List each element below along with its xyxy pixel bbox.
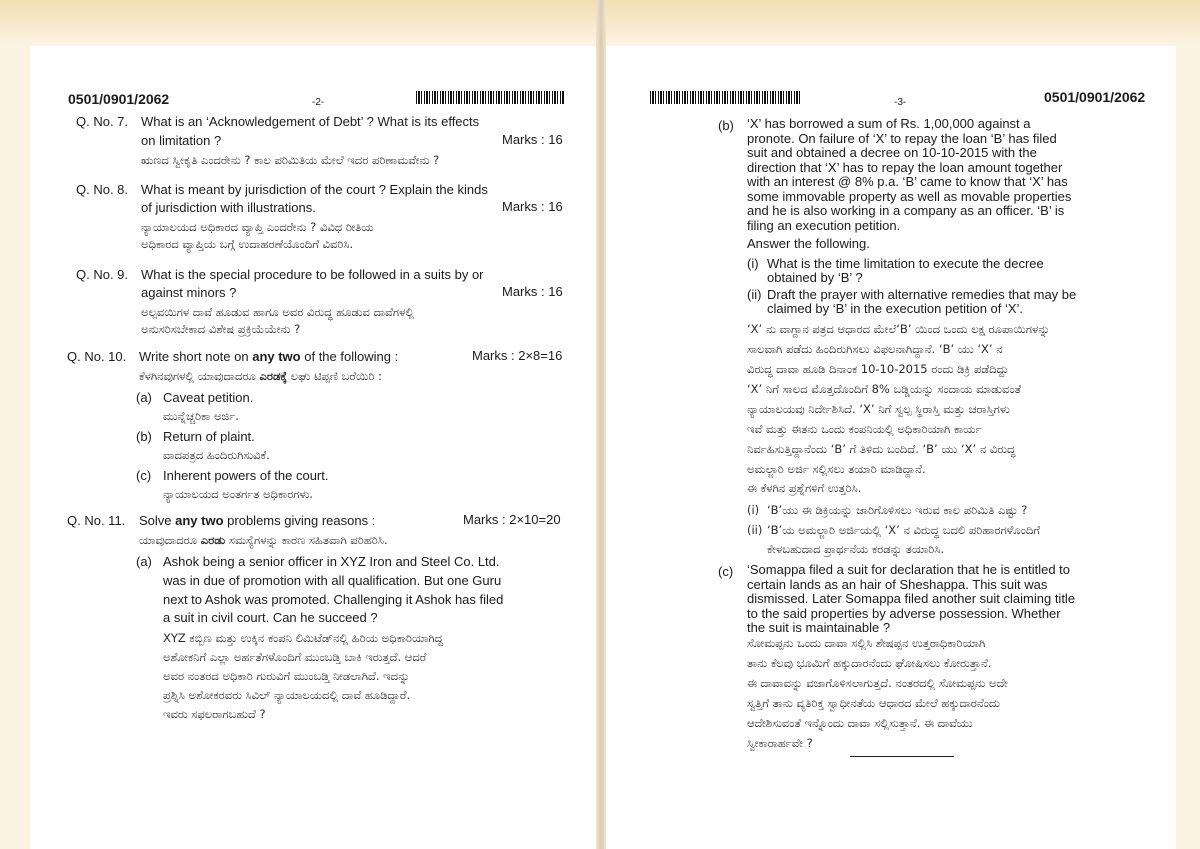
page-number: -2- (312, 97, 325, 108)
question-text: on limitation ? (141, 133, 222, 148)
problem-text: was in due of promotion with all qualification. But one Guru (163, 573, 502, 588)
question-text: What is an ‘Acknowledgement of Debt’ ? What is its effects (141, 114, 480, 129)
question-kannada: ಋಣದ ಸ್ವೀಕೃತಿ ಎಂದರೇನು ? ಕಾಲ ಪರಿಮಿತಿಯ ಮೇಲೆ ಇದರ ಪರಿಣಾಮವೇನು ? (141, 153, 440, 167)
problem-kannada: ಈ ದಾವಾವನ್ನು ವಜಾಗೊಳಿಸಲಾಗುತ್ತದೆ. ನಂತರದಲ್ಲಿ ಸೋಮಪ್ಪನು ಅದೇ (747, 676, 1008, 690)
problem-text: a suit in civil court. Can he succeed ? (163, 610, 378, 625)
right-page (606, 46, 1176, 849)
question-kannada: ಅನುಸರಿಸಬೇಕಾದ ವಿಶೇಷ ಪ್ರಕ್ರಿಯೆಯೇನು ? (141, 322, 301, 336)
question-text: against minors ? (141, 285, 237, 300)
question-text: What is meant by jurisdiction of the court ? Explain the kinds (141, 182, 488, 197)
item-kannada: ವಾದಪತ್ರದ ಹಿಂದಿರುಗಿಸುವಿಕೆ. (163, 448, 270, 462)
question-kannada: ಕೆಳಗಿನವುಗಳಲ್ಲಿ ಯಾವುದಾದರೂ ಎರಡಕ್ಕೆ ಲಘು ಟಿಪ್ಪಣಿ ಬರೆಯಿರಿ : (139, 369, 382, 383)
problem-kannada: ‘X’ ನಿಗೆ ಸಾಲದ ಮೊತ್ತದೊಂದಿಗೆ 8% ಬಡ್ಡಿಯನ್ನು ಸಂದಾಯ ಮಾಡುವಂತೆ (747, 382, 1022, 396)
problem-kannada: XYZ ಕಬ್ಬಿಣ ಮತ್ತು ಉಕ್ಕಿನ ಕಂಪನಿ ಲಿಮಿಟೆಡ್‌ನಲ್ಲಿ ಹಿರಿಯ ಅಧಿಕಾರಿಯಾಗಿದ್ದ (163, 631, 444, 645)
sub-label: (i) (747, 256, 759, 271)
problem-kannada: ತಾನು ಕೆಲವು ಭೂಮಿಗೆ ಹಕ್ಕುದಾರನೆಂದು ಘೋಷಿಸಲು ಕೋರುತ್ತಾನೆ. (747, 656, 992, 670)
item-kannada: ಮುನ್ನೆಚ್ಚರಿಕಾ ಅರ್ಜಿ. (163, 409, 239, 423)
item-text: Inherent powers of the court. (163, 468, 329, 483)
page-number: -3- (894, 97, 907, 108)
item-label: (a) (136, 390, 152, 405)
item-label: (c) (136, 468, 152, 483)
question-number: Q. No. 10. (67, 349, 127, 364)
problem-text: Ashok being a senior officer in XYZ Iron and Steel Co. Ltd. (163, 554, 500, 569)
problem-kannada: ಅವರ ನಂತರದ ಅಧಿಕಾರಿ ಗುರುವಿಗೆ ಮುಂಬಡ್ತಿ ನೀಡಲಾಗಿದೆ. ಇದನ್ನು (163, 669, 410, 683)
marks: Marks : 16 (502, 132, 563, 147)
item-label: (b) (136, 429, 152, 444)
sub-label: (ii) (747, 287, 762, 302)
problem-kannada: ಇವೆ ಮತ್ತು ಈತನು ಒಂದು ಕಂಪನಿಯಲ್ಲಿ ಅಧಿಕಾರಿಯಾಗಿ ಕಾರ್ಯ (747, 422, 982, 436)
paper-code: 0501/0901/2062 (68, 91, 170, 107)
problem-kannada: ನ್ಯಾಯಾಲಯವು ನಿರ್ದೇಶಿಸಿದೆ. ‘X’ ನಿಗೆ ಸ್ವಲ್ಪ ಸ್ಥಿರಾಸ್ತಿ ಮತ್ತು ಚರಾಸ್ತಿಗಳು (747, 402, 1010, 416)
problem-text: ‘X’ has borrowed a sum of Rs. 1,00,000 against a pronote. On failure of ‘X’ to repay the loan ‘B’ has filed suit and obtained a decree on 10-10-2015 with the direction that ‘X’ has to repay the loan amount together with an interest @ 8% p.a. ‘B’ came to know that ‘X’ has some immovable property as well as movable properties and he is also working in a company as an officer. ‘B’ is filing an execution petition. (747, 116, 1072, 233)
sub-question-kannada: ಕೇಳಬಹುದಾದ ಪ್ರಾರ್ಥನೆಯ ಕರಡನ್ನು ತಯಾರಿಸಿ. (767, 542, 945, 556)
question-number: Q. No. 9. (76, 267, 129, 282)
barcode (650, 91, 800, 104)
item-text: Caveat petition. (163, 390, 254, 405)
sub-question: What is the time limitation to execute the decree (767, 256, 1044, 271)
sub-label: (ii) (747, 523, 763, 537)
instruction: Answer the following. (747, 236, 870, 251)
problem-text: ‘Somappa filed a suit for declaration that he is entitled to certain lands as an hair of Sheshappa. This suit was dismissed. Later Somappa filed another suit claiming title to the said properties by adverse possession. Whether the suit is maintainable ? (747, 562, 1076, 635)
question-text: What is the special procedure to be followed in a suits by or (141, 267, 484, 282)
sub-question: claimed by ‘B’ in the execution petition of ‘X’. (767, 301, 1024, 316)
sub-question: Draft the prayer with alternative remedies that may be (767, 287, 1077, 302)
problem-kannada: ಇವರು ಸಫಲರಾಗಬಹುದೆ ? (163, 707, 266, 721)
end-line (850, 756, 954, 757)
barcode (416, 91, 564, 104)
question-number: Q. No. 8. (76, 182, 129, 197)
marks: Marks : 16 (502, 284, 563, 299)
question-number: Q. No. 11. (67, 513, 126, 528)
question-text: Write short note on any two of the following : (139, 349, 399, 364)
left-page (30, 46, 596, 849)
marks: Marks : 2×10=20 (463, 512, 561, 527)
problem-kannada: ಸೋಮಪ್ಪನು ಒಂದು ದಾವಾ ಸಲ್ಲಿಸಿ ಶೇಷಪ್ಪನ ಉತ್ತರಾಧಿಕಾರಿಯಾಗಿ (747, 636, 986, 650)
question-number: Q. No. 7. (76, 114, 129, 129)
question-kannada: ಅಲ್ಪವಯಿಗಳ ದಾವೆ ಹೂಡುವ ಹಾಗೂ ಅವರ ವಿರುದ್ಧ ಹೂಡುವ ದಾವೆಗಳಲ್ಲಿ (141, 305, 415, 319)
problem-kannada: ‘X’ ನು ವಾಗ್ದಾನ ಪತ್ರದ ಆಧಾರದ ಮೇಲೆ‘B’ ಯಿಂದ ಒಂದು ಲಕ್ಷ ರೂಪಾಯಿಗಳನ್ನು (747, 322, 1050, 336)
sub-question-kannada: ‘B’ಯ ಅಮಲ್ಜಾರಿ ಅರ್ಜಿಯಲ್ಲಿ ‘X’ ನ ವಿರುದ್ಧ ಬದಲಿ ಪರಿಹಾರಗಳೊಂದಿಗೆ (767, 523, 1040, 537)
item-kannada: ನ್ಯಾಯಾಲಯದ ಅಂತರ್ಗತ ಅಧಿಕಾರಗಳು. (163, 487, 314, 501)
sub-question-kannada: ‘B’ಯು ಈ ಡಿಕ್ರಿಯನ್ನು ಜಾರಿಗೊಳಿಸಲು ಇರುವ ಕಾಲ ಪರಿಮಿತಿ ಎಷ್ಟು ? (767, 503, 1028, 517)
question-text: Solve any two problems giving reasons : (139, 513, 376, 528)
instruction-kannada: ಈ ಕೆಳಗಿನ ಪ್ರಶ್ನೆಗಳಿಗೆ ಉತ್ತರಿಸಿ. (747, 481, 862, 495)
sub-label: (i) (747, 503, 760, 517)
problem-kannada: ವಿರುದ್ಧ ದಾವಾ ಹೂಡಿ ದಿನಾಂಕ 10-10-2015 ರಂದು ಡಿಕ್ರಿ ಪಡೆದಿದ್ದು (747, 362, 1009, 376)
question-kannada: ಯಾವುದಾದರೂ ಎರಡು ಸಮಸ್ಯೆಗಳನ್ನು ಕಾರಣ ಸಹಿತವಾಗಿ ಪರಿಹರಿಸಿ. (139, 533, 388, 547)
problem-kannada: ಸಾಲವಾಗಿ ಪಡೆದು ಹಿಂದಿರುಗಿಸಲು ವಿಫಲನಾಗಿದ್ದಾನೆ. ‘B’ ಯು ‘X’ ನ (747, 342, 1003, 356)
item-label: (b) (718, 118, 734, 133)
problem-kannada: ಸ್ವೀಕಾರಾರ್ಹವೇ ? (747, 736, 813, 750)
item-text: Return of plaint. (163, 429, 255, 444)
marks: Marks : 16 (502, 199, 563, 214)
problem-kannada: ನಿರ್ವಹಿಸುತ್ತಿದ್ದಾನೆಂದು ‘B’ ಗೆ ತಿಳಿದು ಬಂದಿದೆ. ‘B’ ಯು ‘X’ ನ ವಿರುದ್ಧ (747, 442, 1016, 456)
sub-question: obtained by ‘B’ ? (767, 270, 863, 285)
problem-kannada: ಅಮಲ್ಜಾರಿ ಅರ್ಜಿ ಸಲ್ಲಿಸಲು ತಯಾರಿ ಮಾಡಿದ್ದಾನೆ. (747, 462, 926, 476)
question-kannada: ನ್ಯಾಯಾಲಯದ ಅಧಿಕಾರದ ವ್ಯಾಪ್ತಿ ಎಂದರೇನು ? ವಿವಿಧ ರೀತಿಯ (141, 220, 374, 234)
problem-kannada: ಪ್ರಶ್ನಿಸಿ ಅಶೋಕರವರು ಸಿವಿಲ್ ನ್ಯಾಯಾಲಯದಲ್ಲಿ ದಾವೆ ಹೂಡಿದ್ದಾರೆ. (163, 688, 411, 702)
problem-text: next to Ashok was promoted. Challenging it Ashok has filed (163, 592, 504, 607)
marks: Marks : 2×8=16 (472, 348, 563, 363)
problem-kannada: ಸ್ವತ್ತಿಗೆ ತಾನು ವ್ಯತಿರಿಕ್ತ ಸ್ವಾಧೀನತೆಯ ಆಧಾರದ ಮೇಲೆ ಹಕ್ಕುದಾರನೆಂದು (747, 696, 1000, 710)
problem-kannada: ಆದೇಶಿಸುವಂತೆ ಇನ್ನೊಂದು ದಾವಾ ಸಲ್ಲಿಸುತ್ತಾನೆ. ಈ ದಾವೆಯು (747, 716, 973, 730)
problem-kannada: ಅಶೋಕನಿಗೆ ಎಲ್ಲಾ ಅರ್ಹತೆಗಳೊಂದಿಗೆ ಮುಂಬಡ್ತಿ ಬಾಕಿ ಇರುತ್ತದೆ. ಆದರೆ (163, 650, 427, 664)
page-fold (596, 0, 606, 849)
paper-code: 0501/0901/2062 (1044, 89, 1146, 105)
question-text: of jurisdiction with illustrations. (141, 200, 316, 215)
item-label: (c) (718, 564, 734, 579)
item-label: (a) (136, 554, 152, 569)
question-kannada: ಅಧಿಕಾರದ ವ್ಯಾಪ್ತಿಯ ಬಗ್ಗೆ ಉದಾಹರಣೆಯೊಂದಿಗೆ ವಿವರಿಸಿ. (141, 237, 354, 251)
